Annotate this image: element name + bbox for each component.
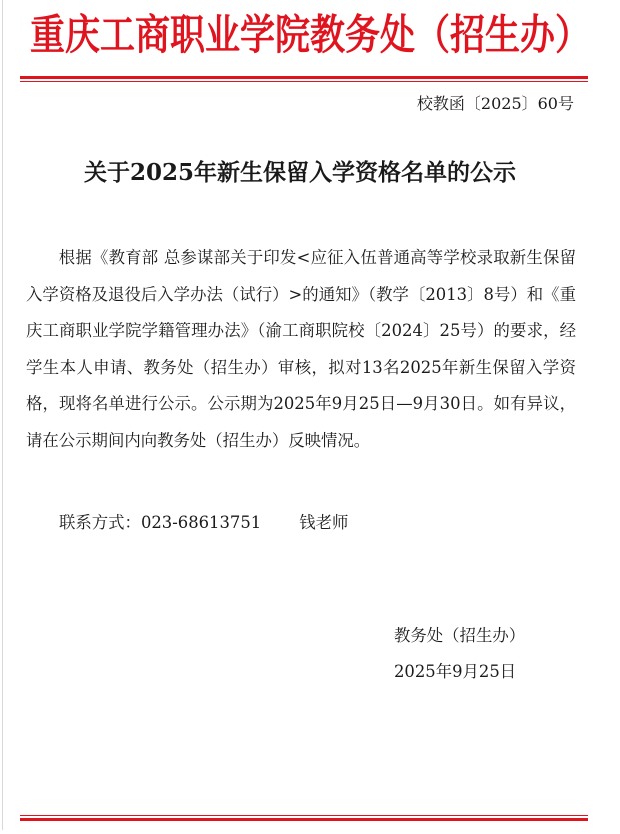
document-number: 校教函〔2025〕60号 (416, 94, 574, 113)
contact-person: 钱老师 (299, 513, 349, 532)
letterhead-red-rule (20, 76, 588, 82)
notice-title: 关于2025年新生保留入学资格名单的公示 (83, 159, 516, 186)
signature-block (394, 618, 525, 690)
letterhead-title: 重庆工商职业学院教务处（招生办） (29, 11, 590, 60)
signature-date: 2025年9月25日 (394, 662, 517, 681)
contact-line (59, 505, 348, 541)
contact-phone: 联系方式：023-68613751 (59, 513, 262, 532)
notice-body (26, 240, 576, 459)
body-paragraph: 根据《教育部 总参谋部关于印发<应征入伍普通高等学校录取新生保留入学资格及退役后入学办法（试行）>的通知》（教学〔2013〕8号）和《重庆工商职业学院学籍管理办法》（渝工商职院校〔2024〕25号）的要求，经学生本人申请、教务处（招生办）审核，拟对13名2025年新生保留入学资格，现将名单进行公示。公示期为2025年9月25日—9月30日。如有异议，请在公示期间内向教务处（招生办）反映情况。 (26, 248, 576, 450)
footer-red-rule (20, 815, 588, 821)
signature-office: 教务处（招生办） (394, 626, 526, 645)
